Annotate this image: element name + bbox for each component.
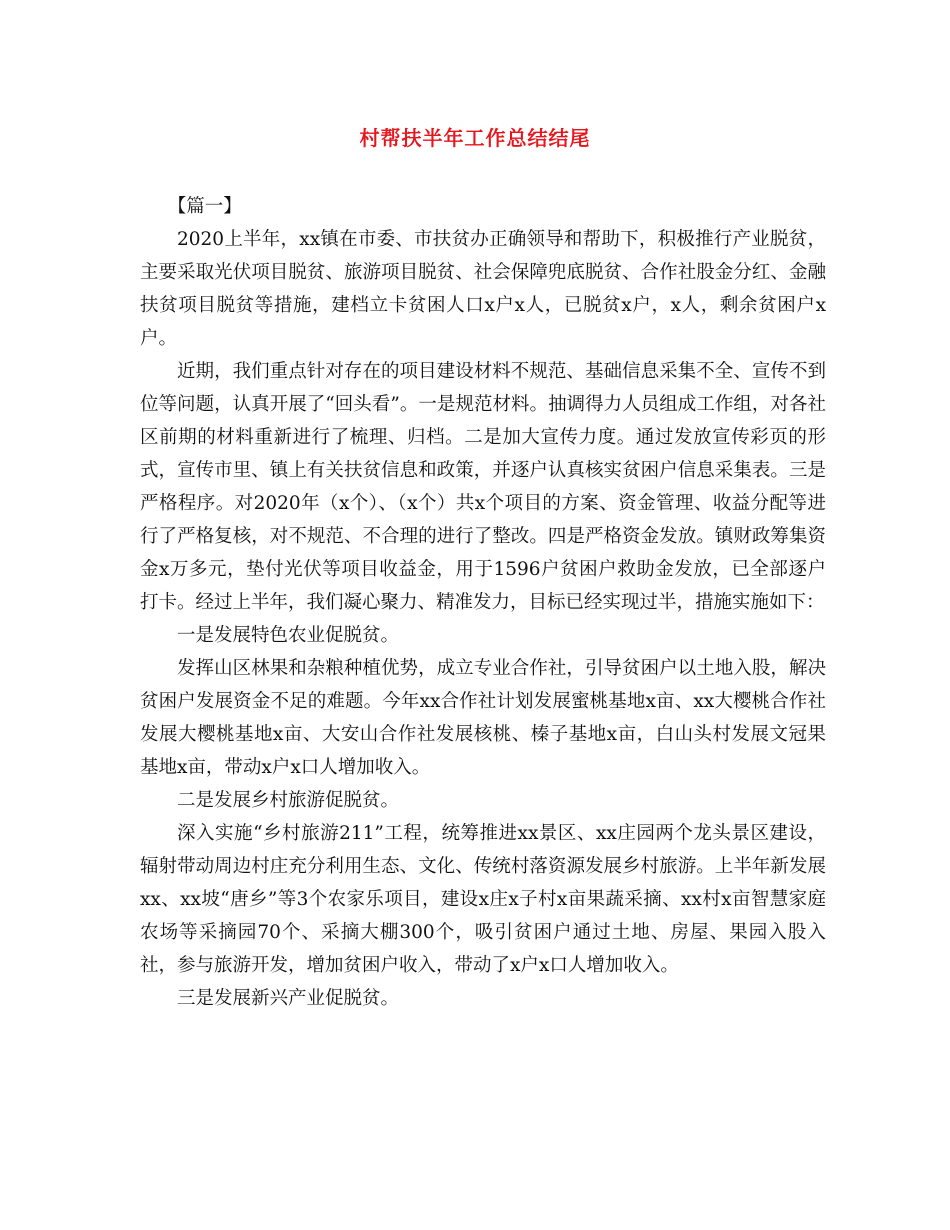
heading-agriculture: 一是发展特色农业促脱贫。 [177, 625, 400, 646]
heading-tourism: 二是发展乡村旅游促脱贫。 [177, 790, 400, 811]
heading-emerging-industry: 三是发展新兴产业促脱贫。 [177, 988, 400, 1009]
document-title: 村帮扶半年工作总结结尾 [359, 126, 591, 150]
paragraph-agriculture: 发挥山区林果和杂粮种植优势，成立专业合作社，引导贫困户以土地入股，解决贫困户发展资金不足的难题。今年xx合作社计划发展蜜桃基地x亩、xx大樱桃合作社发展大樱桃基地x亩、大安山合作社发展核桃、榛子基地x亩，白山头村发展文冠果基地x亩，带动x户x口人增加收入。 [140, 658, 826, 778]
paragraph-overview: 2020上半年，xx镇在市委、市扶贫办正确领导和帮助下，积极推行产业脱贫，主要采取光伏项目脱贫、旅游项目脱贫、社会保障兜底脱贫、合作社股金分红、金融扶贫项目脱贫等措施，建档立卡贫困人口x户x人，已脱贫x户，x人，剩余贫困户x户。 [140, 229, 826, 349]
paragraph-review: 近期，我们重点针对存在的项目建设材料不规范、基础信息采集不全、宣传不到位等问题，认真开展了“回头看”。一是规范材料。抽调得力人员组成工作组，对各社区前期的材料重新进行了梳理、归档。二是加大宣传力度。通过发放宣传彩页的形式，宣传市里、镇上有关扶贫信息和政策，并逐户认真核实贫困户信息采集表。三是严格程序。对2020年（x个）、（x个）共x个项目的方案、资金管理、收益分配等进行了严格复核，对不规范、不合理的进行了整改。四是严格资金发放。镇财政筹集资金x万多元，垫付光伏等项目收益金，用于1596户贫困户救助金发放，已全部逐户打卡。经过上半年，我们凝心聚力、精准发力，目标已经实现过半，措施实施如下： [140, 361, 826, 613]
section-label: 【篇一】 [167, 196, 242, 217]
document-body [140, 190, 826, 1015]
paragraph-tourism: 深入实施“乡村旅游211”工程，统筹推进xx景区、xx庄园两个龙头景区建设，辐射带动周边村庄充分利用生态、文化、传统村落资源发展乡村旅游。上半年新发展xx、xx坡“唐乡”等3个农家乐项目，建设x庄x子村x亩果蔬采摘、xx村x亩智慧家庭农场等采摘园70个、采摘大棚300个，吸引贫困户通过土地、房屋、果园入股入社，参与旅游开发，增加贫困户收入，带动了x户x口人增加收入。 [140, 823, 826, 976]
